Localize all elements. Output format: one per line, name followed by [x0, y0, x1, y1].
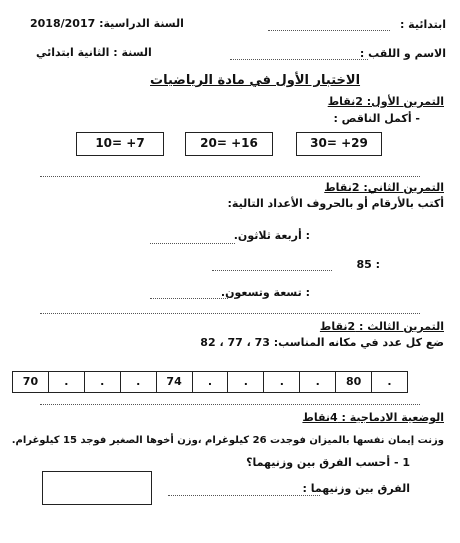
completion-box[interactable]	[185, 132, 273, 156]
ex1-heading: التمرين الأول: 2نقاط	[327, 95, 444, 108]
ex2-item-2: : 85	[356, 258, 380, 271]
ex4-answer-label: الفرق بين وزنيهما :	[302, 482, 410, 495]
ex4-problem: وزنت إيمان نفسها بالميزان فوجدت 26 كيلوغرام ،وزن أخوها الصغير فوجد 15 كيلوغرام.	[11, 435, 444, 446]
ex2-heading: التمرين الثاني: 2نقاط	[324, 181, 444, 194]
answer-blank[interactable]	[150, 243, 235, 244]
class-label: السنة : الثانية ابتدائي	[36, 46, 152, 59]
school-label: ابتدائية :	[399, 18, 446, 31]
number-cell[interactable]: .	[121, 372, 157, 392]
answer-blank[interactable]	[150, 298, 228, 299]
completion-box[interactable]	[76, 132, 164, 156]
number-cell[interactable]: 80	[336, 372, 372, 392]
number-cell[interactable]: .	[49, 372, 85, 392]
ex2-instruction: أكتب بالأرقام أو بالحروف الأعداد التالية:	[227, 197, 444, 210]
school-name-blank[interactable]	[268, 30, 390, 31]
answer-blank[interactable]	[212, 270, 332, 271]
number-cell[interactable]: .	[85, 372, 121, 392]
ex4-question: 1 - أحسب الفرق بين وزنيهما؟	[246, 456, 410, 469]
number-cell[interactable]: 70	[13, 372, 49, 392]
school-year: السنة الدراسية: 2018/2017	[30, 17, 184, 30]
completion-box[interactable]	[296, 132, 382, 156]
ex1-instruction: - أكمل الناقص :	[333, 112, 420, 125]
ex2-item-3: : تسعة وتسعون.	[220, 286, 310, 299]
box-expression: 10= +7	[95, 136, 145, 150]
divider	[40, 404, 420, 405]
page-title: الاختبار الأول في مادة الرياضيات	[150, 73, 361, 88]
number-line-table	[12, 371, 408, 393]
ex3-instruction: ضع كل عدد في مكانه المناسب: 73 ، 77 ، 82	[200, 336, 444, 349]
name-label: الاسم و اللقب :	[359, 47, 446, 60]
ex4-heading: الوضعية الادماجية : 4نقاط	[302, 411, 444, 424]
number-cell[interactable]: .	[228, 372, 264, 392]
ex2-item-1: : أربعة ثلاثون.	[233, 229, 310, 242]
divider	[40, 313, 420, 314]
ex3-heading: التمرين الثالث : 2نقاط	[319, 320, 444, 333]
number-cell[interactable]: .	[193, 372, 229, 392]
answer-blank[interactable]	[168, 495, 320, 496]
box-expression: 30= +29	[310, 136, 368, 150]
number-cell[interactable]: .	[300, 372, 336, 392]
student-name-blank[interactable]	[230, 59, 368, 60]
divider	[40, 176, 420, 177]
number-cell[interactable]: .	[264, 372, 300, 392]
box-expression: 20= +16	[200, 136, 258, 150]
answer-box[interactable]	[42, 471, 152, 505]
number-cell[interactable]: 74	[157, 372, 193, 392]
number-cell[interactable]: .	[387, 375, 392, 388]
